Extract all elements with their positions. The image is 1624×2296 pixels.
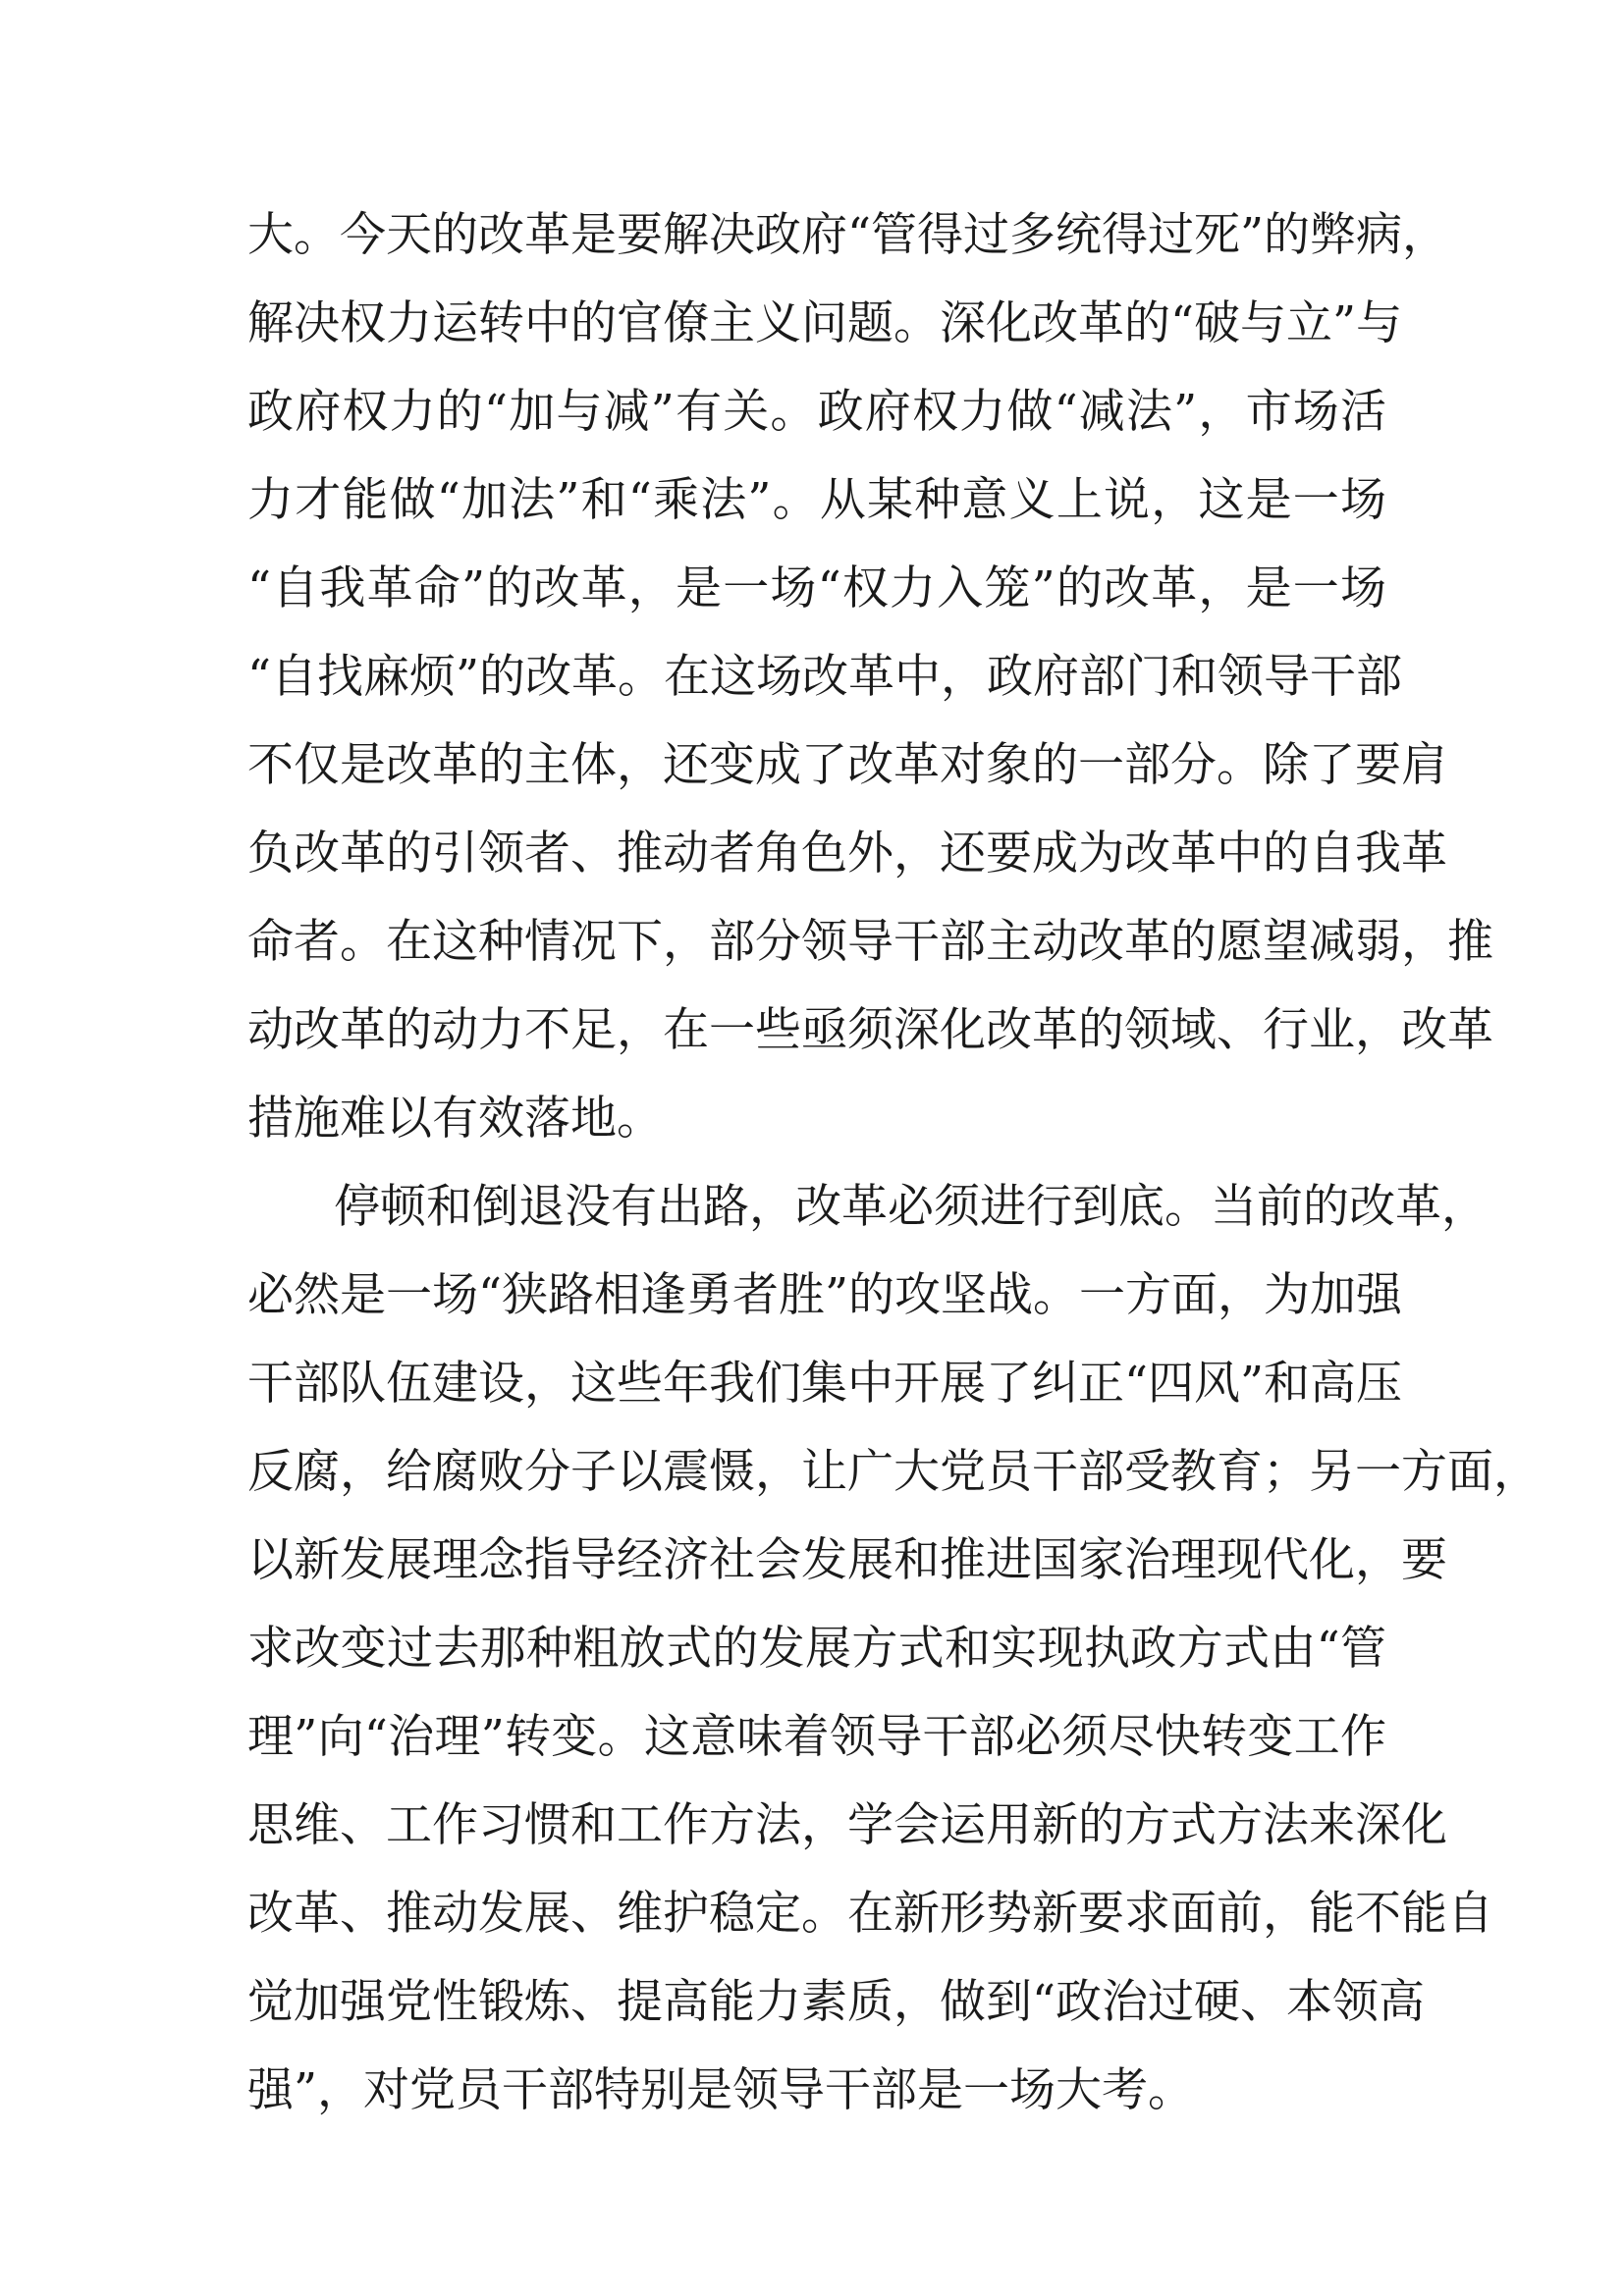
text-line: “自找麻烦”的改革。在这场改革中，政府部门和领导干部 bbox=[247, 650, 1403, 704]
text-line: 觉加强党性锻炼、提高能力素质，做到“政治过硬、本领高 bbox=[247, 1975, 1426, 2029]
text-line: 大。今天的改革是要解决政府“管得过多统得过死”的弊病， bbox=[247, 208, 1449, 262]
text-line: 解决权力运转中的官僚主义问题。深化改革的“破与立”与 bbox=[247, 296, 1403, 350]
text-line: 命者。在这种情况下，部分领导干部主动改革的愿望减弱，推 bbox=[247, 915, 1493, 969]
text-line: 以新发展理念指导经济社会发展和推进国家治理现代化，要 bbox=[247, 1533, 1447, 1587]
text-line: 理”向“治理”转变。这意味着领导干部必须尽快转变工作 bbox=[247, 1710, 1386, 1764]
text-line: “自我革命”的改革，是一场“权力入笼”的改革，是一场 bbox=[247, 561, 1386, 615]
text-line: 思维、工作习惯和工作方法，学会运用新的方式方法来深化 bbox=[247, 1798, 1447, 1852]
text-line: 力才能做“加法”和“乘法”。从某种意义上说，这是一场 bbox=[247, 473, 1386, 527]
text-line: 动改革的动力不足，在一些亟须深化改革的领域、行业，改革 bbox=[247, 1003, 1493, 1057]
text-line: 必然是一场“狭路相逢勇者胜”的攻坚战。一方面，为加强 bbox=[247, 1268, 1403, 1322]
text-line: 政府权力的“加与减”有关。政府权力做“减法”，市场活 bbox=[247, 385, 1386, 439]
text-line: 负改革的引领者、推动者角色外，还要成为改革中的自我革 bbox=[247, 827, 1447, 881]
text-line: 强”，对党员干部特别是领导干部是一场大考。 bbox=[247, 2063, 1195, 2117]
text-line: 求改变过去那种粗放式的发展方式和实现执政方式由“管 bbox=[247, 1622, 1386, 1676]
text-line: 改革、推动发展、维护稳定。在新形势新要求面前，能不能自 bbox=[247, 1887, 1493, 1941]
text-line: 不仅是改革的主体，还变成了改革对象的一部分。除了要肩 bbox=[247, 738, 1447, 792]
text-line: 停顿和倒退没有出路，改革必须进行到底。当前的改革， bbox=[334, 1180, 1488, 1234]
text-line: 干部队伍建设，这些年我们集中开展了纠正“四风”和高压 bbox=[247, 1357, 1403, 1411]
text-line: 措施难以有效落地。 bbox=[247, 1092, 663, 1146]
text-line: 反腐，给腐败分子以震慑，让广大党员干部受教育；另一方面， bbox=[247, 1445, 1540, 1499]
